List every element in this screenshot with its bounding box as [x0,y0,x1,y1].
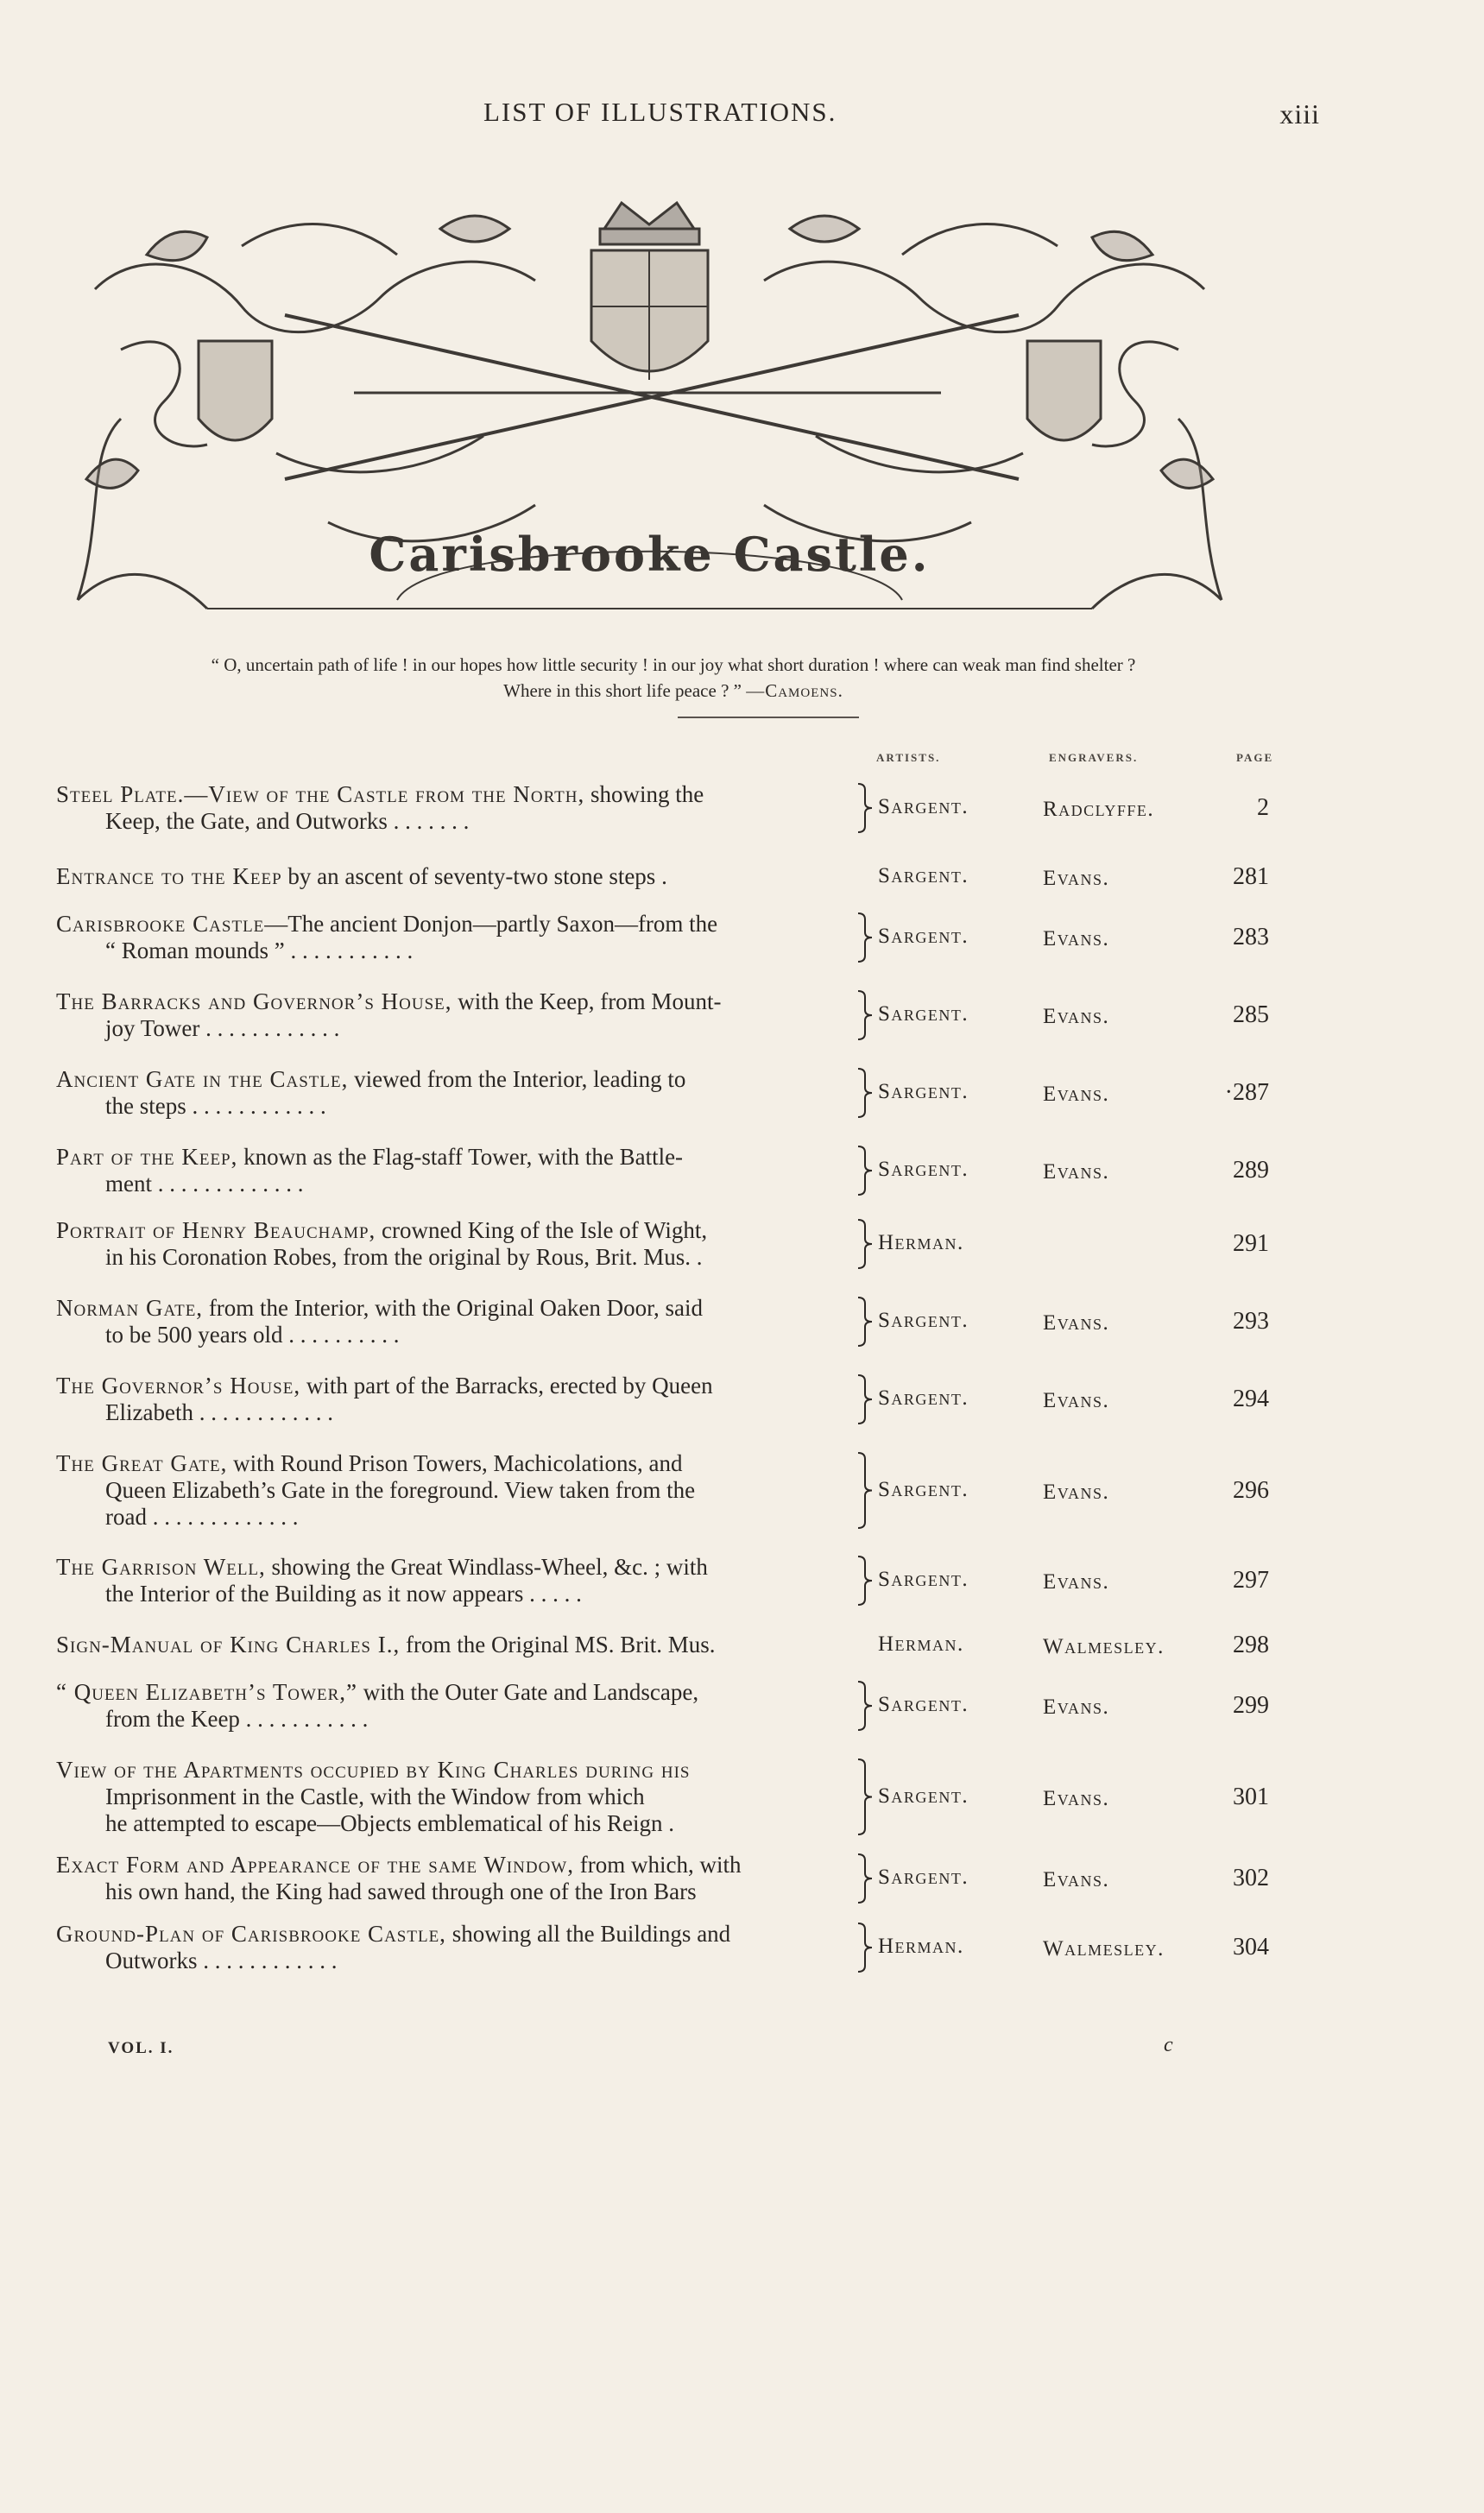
illustration-description [56,1295,850,1348]
epigraph-text: “ O, uncertain path of life ! in our hopes how little security ! in our joy what short duration ! where can weak man find shelter ? Where in this short life peace ? ” [211,654,1136,701]
description-first-line [56,1921,850,1948]
description-continuation: ment . . . . . . . . . . . . . [105,1171,304,1197]
artist-name: Herman. [878,1632,964,1656]
page-reference: ·287 [1224,1079,1269,1106]
artist-name: Sargent. [878,1002,969,1026]
description-text: crowned King of the Isle of Wight, [376,1217,708,1243]
page-reference: 296 [1233,1476,1269,1504]
description-text: with part of the Barracks, erected by Queen [300,1373,713,1399]
illustration-description [56,1373,850,1426]
artist-name: Sargent. [878,1080,969,1103]
description-lead: The Great Gate, [56,1450,228,1476]
illustration-description [56,1450,850,1531]
engraver-name: Walmesley. [1043,1634,1165,1658]
brace-icon [856,1374,874,1424]
list-item [0,1450,1484,1531]
artist-name: Sargent. [878,1386,969,1410]
engraver-name: Evans. [1043,1868,1110,1891]
epigraph-rule [678,717,859,718]
artist-name: Sargent. [878,1866,969,1889]
description-first-line [56,1295,850,1322]
description-first-line [56,863,850,890]
running-head [0,97,1484,131]
description-lead: Steel Plate.—View of the Castle from the North, [56,781,585,807]
description-continuation: his own hand, the King had sawed through one of the Iron Bars [105,1878,697,1904]
column-header-artists: ARTISTS. [876,751,941,764]
artist-name: Sargent. [878,1477,969,1501]
epigraph-author: —Camoens. [746,680,843,701]
description-lead: Part of the Keep, [56,1144,238,1170]
volume-label: VOL. I. [108,2039,174,2057]
description-text: showing the Great Windlass-Wheel, &c. ; with [265,1554,708,1580]
page-reference: 302 [1233,1865,1269,1891]
column-header-engravers: ENGRAVERS. [1049,751,1139,764]
page-reference: 293 [1233,1308,1269,1335]
description-text: by an ascent of seventy-two stone steps . [281,863,667,889]
description-continuation: from the Keep . . . . . . . . . . . [105,1706,369,1732]
description-continuation: the Interior of the Building as it now appears . . . . . [105,1581,582,1607]
description-first-line [56,1066,850,1093]
artist-name: Sargent. [878,863,969,887]
page-reference: 291 [1233,1230,1269,1257]
description-lead: Portrait of Henry Beauchamp, [56,1217,376,1243]
list-item [0,988,1484,1042]
description-lead: Sign-Manual of King Charles I., [56,1632,401,1657]
page-reference: 304 [1233,1934,1269,1961]
description-continuation: Imprisonment in the Castle, with the Window from which [105,1784,645,1809]
description-first-line [56,1450,850,1477]
engraver-name: Radclyffe. [1043,798,1155,821]
section-title: Carisbrooke Castle. [369,527,931,582]
description-continuation: to be 500 years old . . . . . . . . . . [105,1322,400,1348]
list-item [0,1632,1484,1658]
brace-icon [856,1923,874,1973]
page-reference: 294 [1233,1386,1269,1412]
list-item [0,1373,1484,1426]
list-item [0,1554,1484,1607]
epigraph [186,652,1161,704]
description-lead: Ancient Gate in the Castle, [56,1066,349,1092]
brace-icon [856,1758,874,1835]
engraver-name: Evans. [1043,1005,1110,1028]
illustration-description [56,1217,850,1271]
engraver-name: Evans. [1043,1311,1110,1335]
illustration-description [56,1757,850,1837]
description-lead: “ Queen Elizabeth’s Tower,” [56,1679,357,1705]
page-reference: 2 [1257,794,1269,821]
description-continuation: Outworks . . . . . . . . . . . . [105,1948,338,1973]
list-item [0,863,1484,890]
description-text: with Round Prison Towers, Machicolations, and [227,1450,683,1476]
description-first-line [56,781,850,808]
brace-icon [856,912,874,963]
page-reference: 301 [1233,1783,1269,1810]
illustration-description [56,1679,850,1733]
artist-name: Sargent. [878,1784,969,1808]
brace-icon [856,1681,874,1731]
running-title: LIST OF ILLUSTRATIONS. [483,97,837,127]
page-reference: 297 [1233,1567,1269,1594]
list-item [0,911,1484,964]
list-item [0,1066,1484,1120]
engraver-name: Evans. [1043,1786,1110,1810]
brace-icon [856,1068,874,1118]
description-first-line [56,988,850,1015]
description-text: from which, with [573,1852,742,1878]
artist-name: Sargent. [878,925,969,948]
engraver-name: Evans. [1043,1160,1110,1184]
description-lead: The Governor’s House, [56,1373,301,1399]
page-reference: 299 [1233,1692,1269,1719]
description-continuation: in his Coronation Robes, from the original by Rous, Brit. Mus. . [105,1244,703,1270]
illustration-description [56,1066,850,1120]
illustration-description [56,781,850,835]
list-item [0,1852,1484,1905]
description-lead: The Barracks and Governor’s House, [56,988,452,1014]
description-first-line [56,1632,850,1658]
brace-icon [856,783,874,833]
description-continuation: Elizabeth . . . . . . . . . . . . [105,1399,333,1425]
description-lead: Norman Gate, [56,1295,204,1321]
list-item [0,781,1484,835]
page-reference: 283 [1233,924,1269,950]
description-first-line [56,911,850,938]
artist-name: Herman. [878,1935,964,1958]
brace-icon [856,1297,874,1347]
illustration-description [56,1144,850,1197]
description-first-line [56,1554,850,1581]
engraver-name: Evans. [1043,1695,1110,1719]
page-reference: 298 [1233,1631,1269,1658]
illustration-description [56,988,850,1042]
list-item [0,1757,1484,1837]
description-text: known as the Flag-staff Tower, with the Battle- [237,1144,684,1170]
illustration-description [56,863,850,890]
engraver-name: Evans. [1043,1480,1110,1504]
engraver-name: Evans. [1043,1570,1110,1594]
description-continuation: “ Roman mounds ” . . . . . . . . . . . [105,938,414,963]
description-text: with the Outer Gate and Landscape, [357,1679,699,1705]
engraver-name: Evans. [1043,1083,1110,1106]
illustration-description [56,911,850,964]
illustration-description [56,1852,850,1905]
description-lead: Exact Form and Appearance of the same Window, [56,1852,574,1878]
description-first-line [56,1679,850,1706]
page-number: xiii [1279,98,1320,129]
brace-icon [856,990,874,1040]
description-first-line [56,1144,850,1171]
engraver-name: Evans. [1043,1389,1110,1412]
artist-name: Sargent. [878,1693,969,1716]
description-text: with the Keep, from Mount- [452,988,722,1014]
illustration-description [56,1632,850,1658]
engraver-name: Evans. [1043,866,1110,890]
description-first-line [56,1757,850,1784]
description-lead: View of the Apartments occupied by King Charles during his [56,1757,691,1783]
list-item [0,1921,1484,1974]
description-lead: Entrance to the Keep [56,863,282,889]
column-headers [0,751,1484,772]
brace-icon [856,1219,874,1269]
description-text: from the Interior, with the Original Oaken Door, said [203,1295,703,1321]
description-text: from the Original MS. Brit. Mus. [400,1632,716,1657]
page-reference: 289 [1233,1157,1269,1184]
description-text: showing all the Buildings and [445,1921,731,1947]
description-text: —The ancient Donjon—partly Saxon—from the [264,911,718,937]
list-item [0,1217,1484,1271]
description-first-line [56,1852,850,1878]
illustration-description [56,1921,850,1974]
description-first-line [56,1373,850,1399]
list-item [0,1144,1484,1197]
artist-name: Sargent. [878,795,969,818]
artist-name: Sargent. [878,1568,969,1591]
description-text: viewed from the Interior, leading to [348,1066,686,1092]
description-lead: Carisbrooke Castle [56,911,265,937]
description-continuation: Keep, the Gate, and Outworks . . . . . . . [105,808,470,834]
artist-name: Sargent. [878,1158,969,1181]
page-reference: 281 [1233,862,1269,890]
brace-icon [856,1853,874,1904]
engraver-name: Walmesley. [1043,1937,1165,1961]
description-continuation: he attempted to escape—Objects emblematical of his Reign . [105,1810,675,1836]
description-continuation: joy Tower . . . . . . . . . . . . [105,1015,340,1041]
brace-icon [856,1452,874,1529]
page-reference: 285 [1233,1001,1269,1028]
description-lead: The Garrison Well, [56,1554,266,1580]
description-lead: Ground-Plan of Carisbrooke Castle, [56,1921,446,1947]
brace-icon [856,1556,874,1606]
artist-name: Herman. [878,1231,964,1254]
artist-name: Sargent. [878,1309,969,1332]
description-first-line [56,1217,850,1244]
signature-mark: c [1164,2034,1173,2056]
engraver-name: Evans. [1043,927,1110,950]
illustration-description [56,1554,850,1607]
list-item [0,1295,1484,1348]
brace-icon [856,1146,874,1196]
description-continuation: road . . . . . . . . . . . . . [105,1504,299,1530]
list-item [0,1679,1484,1733]
column-header-page: PAGE [1236,751,1274,764]
description-continuation: the steps . . . . . . . . . . . . [105,1093,326,1119]
description-continuation: Queen Elizabeth’s Gate in the foreground. View taken from the [105,1477,696,1503]
description-text: showing the [584,781,704,807]
